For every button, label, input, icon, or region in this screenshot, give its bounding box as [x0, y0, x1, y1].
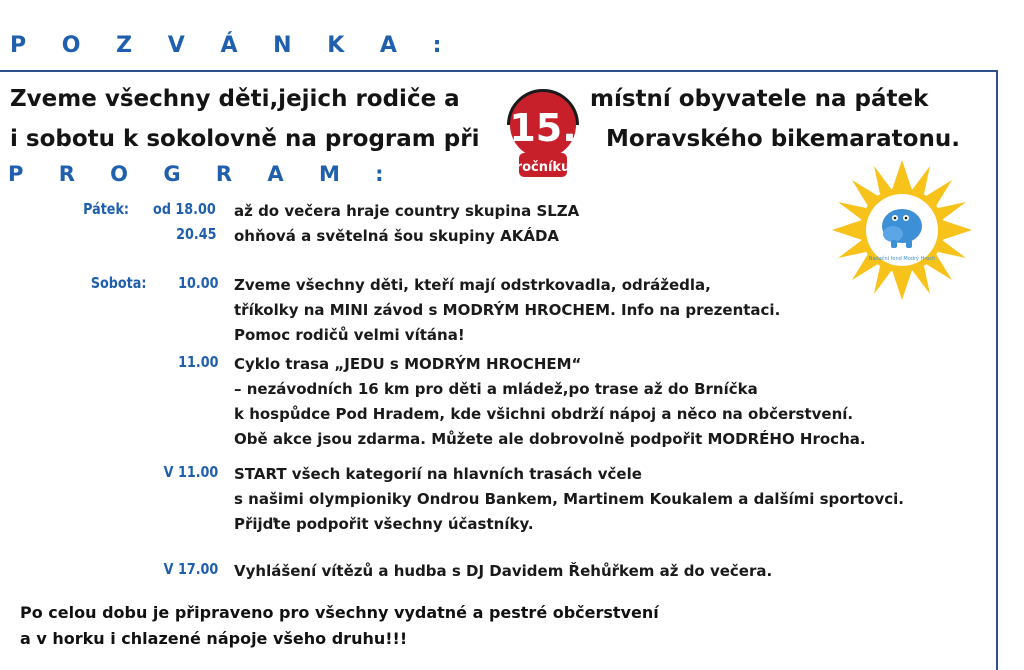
saturday-item-3-line-1: START všech kategorií na hlavních trasách včele — [234, 465, 642, 483]
friday-time-2: 20.45 — [175, 225, 216, 243]
edition-badge — [499, 83, 587, 179]
friday-time-1: od 18.00 — [153, 200, 216, 218]
saturday-time-2: 11.00 — [177, 353, 218, 371]
sun-logo-text: Nadační fond Modrý Hroch — [868, 256, 936, 262]
footer-line-1: Po celou dobu je připraveno pro všechny vydatné a pestré občerstvení — [20, 603, 659, 622]
badge-number: 15. — [509, 106, 577, 150]
saturday-item-1-line-3: Pomoc rodičů velmi vítána! — [234, 326, 465, 344]
saturday-item-1-line-1: Zveme všechny děti, kteří mají odstrkovadla, odrážedla, — [234, 276, 711, 294]
saturday-time-3: V 11.00 — [163, 463, 218, 481]
saturday-item-2-line-1: Cyklo trasa „JEDU s MODRÝM HROCHEM“ — [234, 355, 582, 373]
friday-label: Pátek: — [83, 200, 129, 218]
intro-line-2-end: Moravského bikemaratonu. — [606, 126, 960, 152]
footer-line-2: a v horku i chlazené nápoje všeho druhu!!! — [20, 629, 408, 648]
saturday-item-4-line-1: Vyhlášení vítězů a hudba s DJ Davidem Řehůřkem až do večera. — [234, 562, 773, 580]
page-title: P O Z V Á N K A : — [10, 33, 456, 58]
saturday-time-4: V 17.00 — [163, 560, 218, 578]
saturday-time-1: 10.00 — [177, 274, 218, 292]
program-heading: P R O G R A M : — [8, 162, 398, 186]
saturday-item-2-line-4: Obě akce jsou zdarma. Můžete ale dobrovolně podpořit MODRÉHO Hrocha. — [234, 430, 866, 448]
saturday-label: Sobota: — [90, 274, 146, 292]
saturday-item-2-line-2: – nezávodních 16 km pro děti a mládež,po trase až do Brníčka — [234, 380, 758, 398]
friday-text-2: ohňová a světelná šou skupiny AKÁDA — [234, 227, 559, 245]
saturday-item-2-line-3: k hospůdce Pod Hradem, kde všichni obdrží nápoj a něco na občerstvení. — [234, 405, 854, 423]
saturday-item-3-line-3: Přijďte podpořit všechny účastníky. — [234, 515, 534, 533]
badge-word: ročníku — [515, 160, 571, 175]
intro-line-1-end: místní obyvatele na pátek — [590, 86, 929, 112]
saturday-item-3-line-2: s našimi olympioniky Ondrou Bankem, Martinem Koukalem a dalšími sportovci. — [234, 490, 904, 508]
saturday-item-1-line-2: tříkolky na MINI závod s MODRÝM HROCHEM. Info na prezentaci. — [234, 301, 781, 319]
intro-line-1-start: Zveme všechny děti,jejich rodiče a — [10, 86, 460, 112]
sun-logo — [832, 160, 972, 300]
friday-text-1: až do večera hraje country skupina SLZA — [234, 202, 580, 220]
intro-line-2-start: i sobotu k sokolovně na program při — [10, 126, 480, 152]
